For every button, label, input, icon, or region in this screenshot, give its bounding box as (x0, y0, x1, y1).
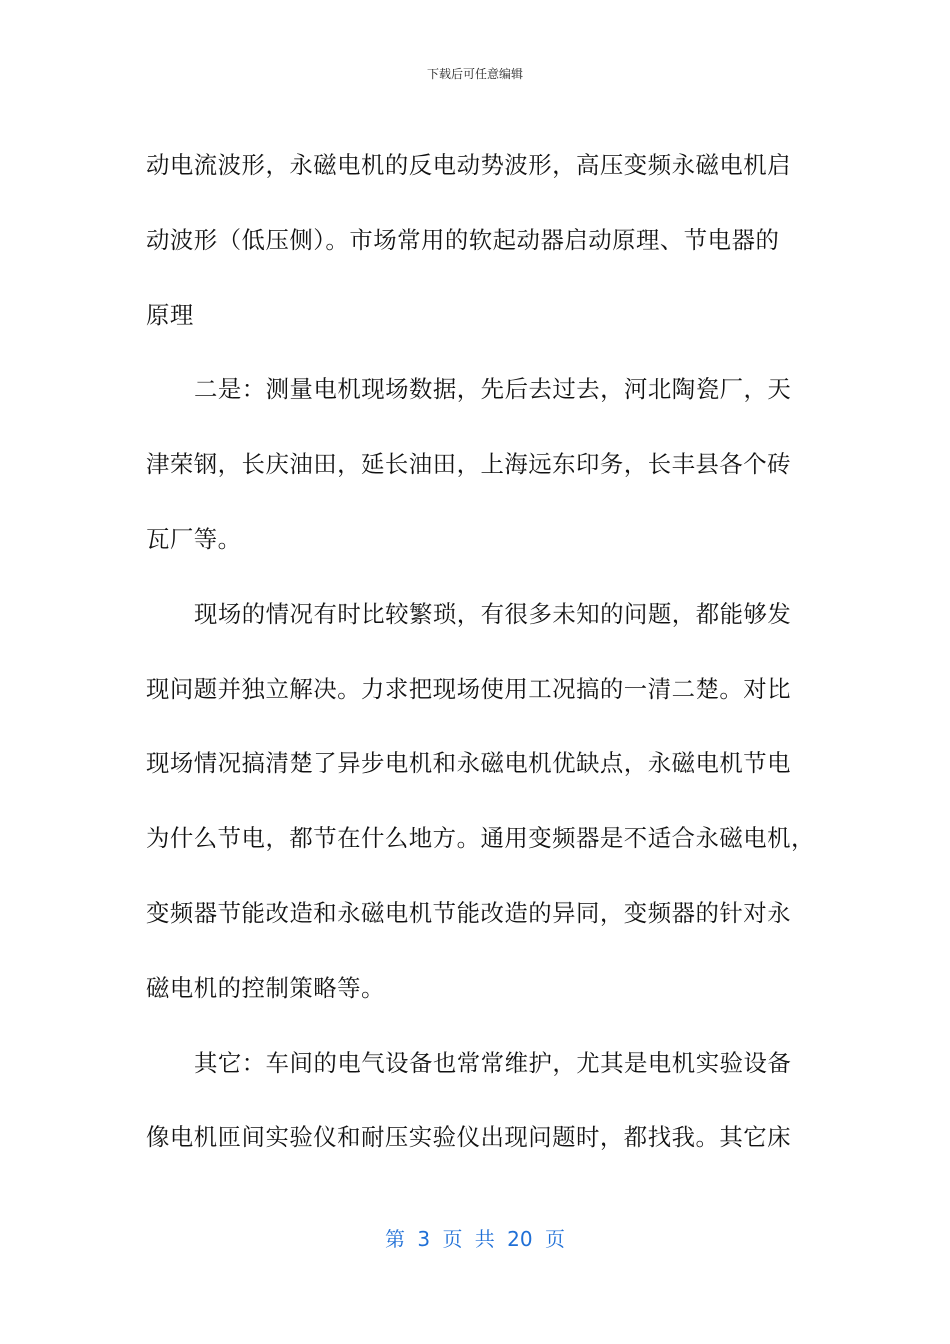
text-line-5: 津荣钢，长庆油田，延长油田，上海远东印务，长丰县各个砖 (146, 450, 792, 479)
text-line-12: 磁电机的控制策略等。 (146, 973, 385, 1002)
page-header: 下载后可任意编辑 (426, 67, 523, 81)
text-line-3: 原理 (146, 300, 194, 329)
footer-middle: 页 共 (442, 1227, 495, 1251)
text-line-10: 为什么节电，都节在什么地方。通用变频器是不适合永磁电机， (146, 824, 815, 853)
text-line-2: 动波形（低压侧）。市场常用的软起动器启动原理、节电器的 (146, 225, 780, 254)
text-line-6: 瓦厂等。 (146, 524, 242, 553)
footer-prefix: 第 (385, 1227, 405, 1251)
text-line-14: 像电机匝间实验仪和耐压实验仪出现问题时，都找我。其它床 (146, 1123, 792, 1152)
text-line-4: 二是：测量电机现场数据，先后去过去，河北陶瓷厂，天 (194, 375, 792, 404)
text-line-9: 现场情况搞清楚了异步电机和永磁电机优缺点，永磁电机节电 (146, 749, 792, 778)
text-line-11: 变频器节能改造和永磁电机节能改造的异同，变频器的针对永 (146, 898, 792, 927)
text-line-7: 现场的情况有时比较繁琐，有很多未知的问题，都能够发 (194, 599, 792, 628)
page-footer (0, 1226, 950, 1252)
footer-page-number: 3 (417, 1227, 431, 1251)
document-body (146, 128, 815, 1175)
footer-suffix: 页 (544, 1227, 565, 1251)
text-line-13: 其它：车间的电气设备也常常维护，尤其是电机实验设备 (194, 1048, 792, 1077)
text-line-1: 动电流波形，永磁电机的反电动势波形，高压变频永磁电机启 (146, 151, 792, 179)
text-line-8: 现问题并独立解决。力求把现场使用工况搞的一清二楚。对比 (146, 674, 792, 703)
footer-total-pages: 20 (507, 1227, 533, 1251)
